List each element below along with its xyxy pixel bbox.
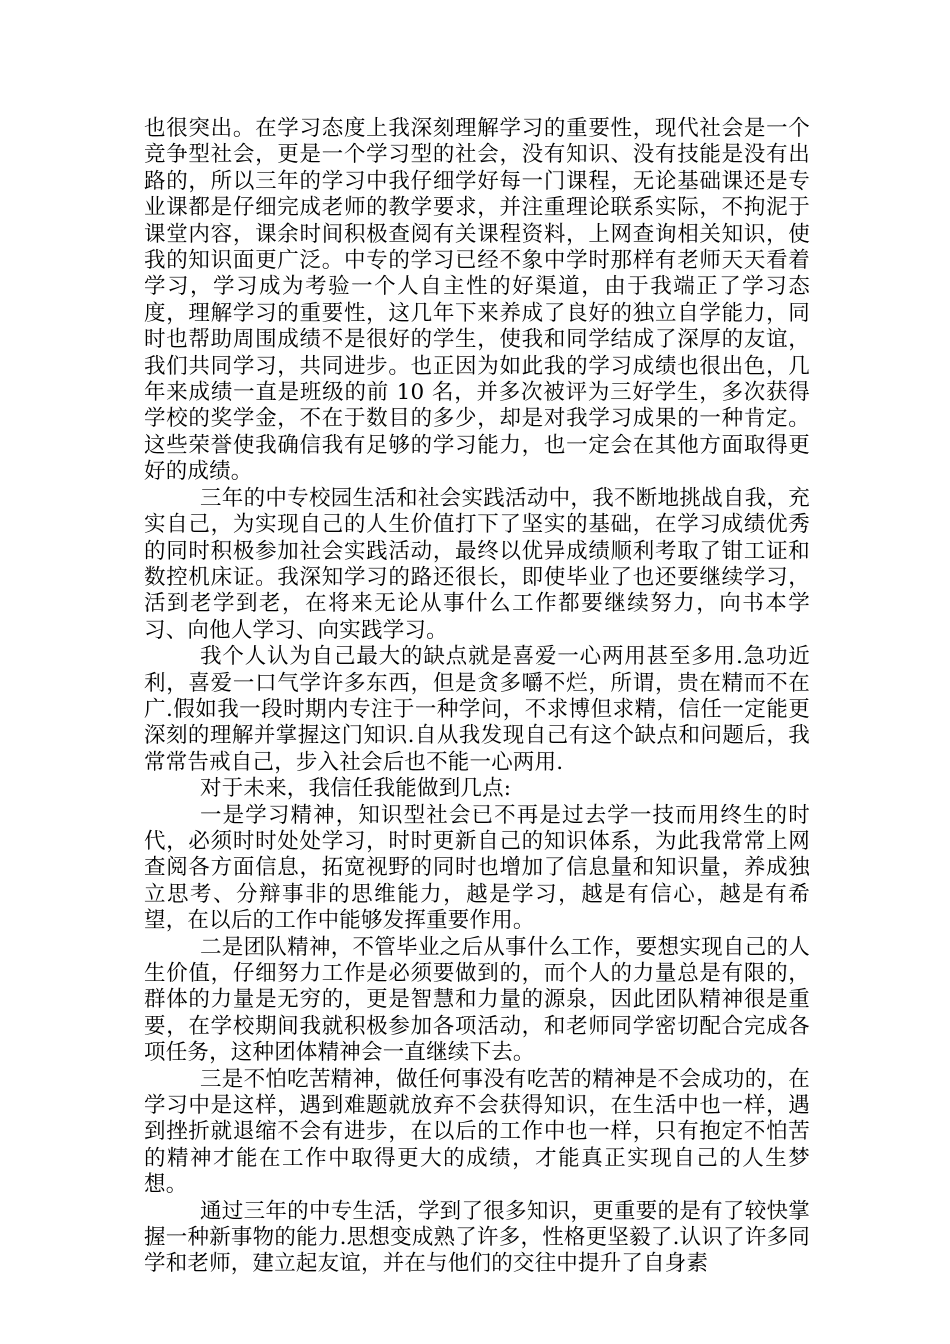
paragraph-3: 我个人认为自己最大的缺点就是喜爱一心两用甚至多用.急功近利，喜爱一口气学许多东西，但是贪多嚼不烂，所谓，贵在精而不在广.假如我一段时期内专注于一种学问，不求博但求精，信任一定能更深刻的理解并掌握这门知识.自从我发现自己有这个缺点和问题后，我常常告戒自己，步入社会后也不能一心两用.	[144, 644, 810, 775]
document-body	[144, 116, 810, 1278]
paragraph-1: 也很突出。在学习态度上我深刻理解学习的重要性，现代社会是一个竞争型社会，更是一个学习型的社会，没有知识、没有技能是没有出路的，所以三年的学习中我仔细学好每一门课程，无论基础课还是专业课都是仔细完成老师的教学要求，并注重理论联系实际，不拘泥于课堂内容，课余时间积极查阅有关课程资料，上网查询相关知识，使我的知识面更广泛。中专的学习已经不象中学时那样有老师天天看着学习，学习成为考验一个人自主性的好渠道，由于我端正了学习态度，理解学习的重要性，这几年下来养成了良好的独立自学能力，同时也帮助周围成绩不是很好的学生，使我和同学结成了深厚的友谊，我们共同学习，共同进步。也正因为如此我的学习成绩也很出色，几年来成绩一直是班级的前 10 名，并多次被评为三好学生，多次获得学校的奖学金，不在于数目的多少，却是对我学习成果的一种肯定。这些荣誉使我确信我有足够的学习能力，也一定会在其他方面取得更好的成绩。	[144, 116, 810, 485]
paragraph-7: 三是不怕吃苦精神，做任何事没有吃苦的精神是不会成功的，在学习中是这样，遇到难题就放弃不会获得知识，在生活中也一样，遇到挫折就退缩不会有进步，在以后的工作中也一样，只有抱定不怕苦的精神才能在工作中取得更大的成绩，才能真正实现自己的人生梦想。	[144, 1066, 810, 1198]
paragraph-6: 二是团队精神，不管毕业之后从事什么工作，要想实现自己的人生价值，仔细努力工作是必须要做到的，而个人的力量总是有限的，群体的力量是无穷的，更是智慧和力量的源泉，因此团队精神很是重要，在学校期间我就积极参加各项活动，和老师同学密切配合完成各项任务，这种团体精神会一直继续下去。	[144, 934, 810, 1066]
paragraph-2: 三年的中专校园生活和社会实践活动中，我不断地挑战自我，充实自己，为实现自己的人生价值打下了坚实的基础，在学习成绩优秀的同时积极参加社会实践活动，最终以优异成绩顺利考取了钳工证和数控机床证。我深知学习的路还很长，即使毕业了也还要继续学习，活到老学到老，在将来无论从事什么工作都要继续努力，向书本学习、向他人学习、向实践学习。	[144, 485, 810, 643]
paragraph-5: 一是学习精神，知识型社会已不再是过去学一技而用终生的时代，必须时时处处学习，时时更新自己的知识体系，为此我常常上网查阅各方面信息，拓宽视野的同时也增加了信息量和知识量，养成独立思考、分辩事非的思维能力，越是学习，越是有信心，越是有希望，在以后的工作中能够发挥重要作用。	[144, 802, 810, 934]
paragraph-4: 对于未来，我信任我能做到几点:	[200, 776, 512, 802]
paragraph-8: 通过三年的中专生活，学到了很多知识，更重要的是有了较快掌握一种新事物的能力.思想变成熟了许多，性格更坚毅了.认识了许多同学和老师，建立起友谊，并在与他们的交往中提升了自身素	[144, 1198, 810, 1277]
